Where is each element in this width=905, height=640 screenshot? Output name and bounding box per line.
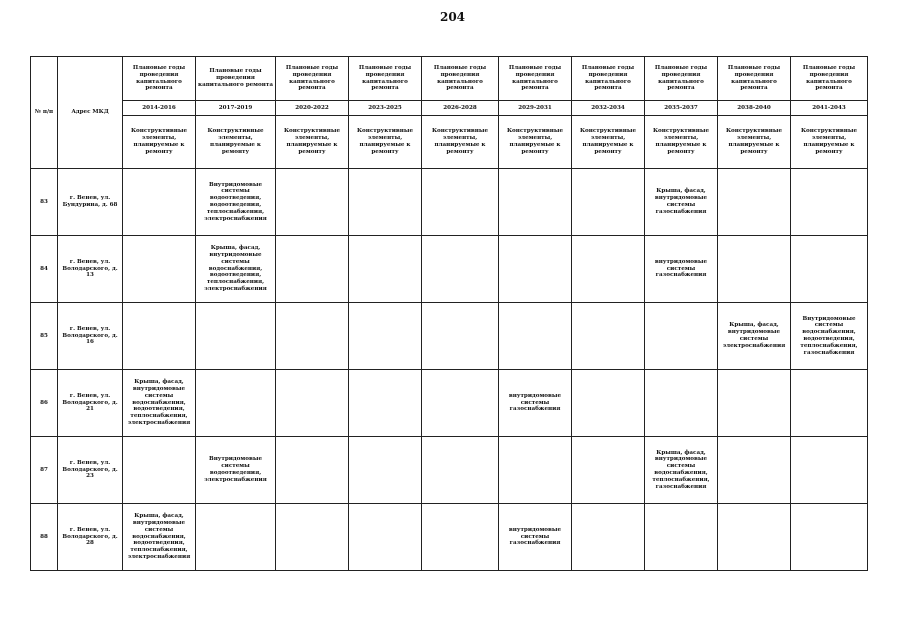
header-title-4: Плановые годы проведения капитального ремонта (422, 57, 499, 101)
table-row (31, 169, 868, 236)
row-address: г. Венев, ул. Володарского, д. 13 (58, 236, 123, 303)
header-elements-1: Конструктивные элементы, планируемые к ремонту (196, 116, 276, 169)
row-cell (645, 504, 718, 571)
header-elements-0: Конструктивные элементы, планируемые к ремонту (123, 116, 196, 169)
header-period-0: 2014-2016 (123, 101, 196, 116)
row-cell (645, 370, 718, 437)
table-body (31, 169, 868, 571)
row-cell (572, 303, 645, 370)
row-cell (645, 303, 718, 370)
row-cell: внутридомовые системы газоснабжения (499, 504, 572, 571)
header-title-7: Плановые годы проведения капитального ремонта (645, 57, 718, 101)
header-title-6: Плановые годы проведения капитального ремонта (572, 57, 645, 101)
header-elements-3: Конструктивные элементы, планируемые к ремонту (349, 116, 422, 169)
page-number: 204 (439, 10, 466, 24)
header-title-0: Плановые годы проведения капитального ремонта (123, 57, 196, 101)
row-cell (499, 169, 572, 236)
row-cell (718, 504, 791, 571)
row-cell: Внутридомовые системы водоотведения, водоотведения, теплоснабжения, электроснабжения (196, 169, 276, 236)
row-cell (572, 437, 645, 504)
table-row (31, 437, 868, 504)
header-title-3: Плановые годы проведения капитального ремонта (349, 57, 422, 101)
row-cell: Крыша, фасад, внутридомовые системы электроснабжения (718, 303, 791, 370)
header-elements-4: Конструктивные элементы, планируемые к ремонту (422, 116, 499, 169)
header-elements-6: Конструктивные элементы, планируемые к ремонту (572, 116, 645, 169)
header-period-5: 2029-2031 (499, 101, 572, 116)
row-cell (718, 437, 791, 504)
row-cell (349, 504, 422, 571)
header-period-9: 2041-2043 (791, 101, 868, 116)
header-elements-9: Конструктивные элементы, планируемые к ремонту (791, 116, 868, 169)
row-cell (499, 437, 572, 504)
row-cell (123, 169, 196, 236)
row-cell: внутридомовые системы газоснабжения (645, 236, 718, 303)
row-cell: Крыша, фасад, внутридомовые системы газоснабжения (645, 169, 718, 236)
row-cell (196, 504, 276, 571)
header-elements-2: Конструктивные элементы, планируемые к ремонту (276, 116, 349, 169)
header-title-5: Плановые годы проведения капитального ремонта (499, 57, 572, 101)
header-title-9: Плановые годы проведения капитального ремонта (791, 57, 868, 101)
row-cell: Внутридомовые системы водоснабжения, водоотведения, теплоснабжения, газоснабжения (791, 303, 868, 370)
row-address: г. Венев, ул. Володарского, д. 21 (58, 370, 123, 437)
row-cell (718, 169, 791, 236)
header-address: Адрес МКД (58, 57, 123, 169)
header-period-1: 2017-2019 (196, 101, 276, 116)
table-row (31, 303, 868, 370)
row-cell (196, 303, 276, 370)
header-elements-5: Конструктивные элементы, планируемые к ремонту (499, 116, 572, 169)
header-period-2: 2020-2022 (276, 101, 349, 116)
row-cell: Внутридомовые системы водоотведения, электроснабжения (196, 437, 276, 504)
row-cell (349, 437, 422, 504)
row-cell (718, 236, 791, 303)
row-cell (349, 169, 422, 236)
capital-repair-table (30, 56, 868, 571)
row-cell (349, 303, 422, 370)
row-cell (276, 169, 349, 236)
row-cell (499, 236, 572, 303)
row-cell (196, 370, 276, 437)
header-num: № п/п (31, 57, 58, 169)
row-cell: Крыша, фасад, внутридомовые системы водоснабжения, теплоснабжения, газоснабжения (645, 437, 718, 504)
row-cell (791, 370, 868, 437)
row-cell (791, 504, 868, 571)
row-address: г. Венев, ул. Бундурина, д. 68 (58, 169, 123, 236)
row-cell (349, 370, 422, 437)
row-cell (422, 370, 499, 437)
row-cell (422, 437, 499, 504)
row-cell (572, 504, 645, 571)
row-cell (422, 169, 499, 236)
row-number: 86 (31, 370, 58, 437)
row-number: 87 (31, 437, 58, 504)
row-cell (123, 437, 196, 504)
row-cell: Крыша, фасад, внутридомовые системы водоснабжения, водоотведения, теплоснабжения, электроснабжения (123, 370, 196, 437)
row-cell: Крыша, фасад, внутридомовые системы водоснабжения, водоотведения, теплоснабжения, электроснабжения (123, 504, 196, 571)
row-address: г. Венев, ул. Володарского, д. 16 (58, 303, 123, 370)
row-cell (422, 236, 499, 303)
row-cell (718, 370, 791, 437)
row-cell (499, 303, 572, 370)
row-cell (276, 504, 349, 571)
row-cell (422, 303, 499, 370)
header-period-4: 2026-2028 (422, 101, 499, 116)
header-period-8: 2038-2040 (718, 101, 791, 116)
header-title-8: Плановые годы проведения капитального ремонта (718, 57, 791, 101)
table-row (31, 370, 868, 437)
row-cell (422, 504, 499, 571)
row-cell (349, 236, 422, 303)
row-cell (123, 236, 196, 303)
row-cell (791, 236, 868, 303)
header-period-6: 2032-2034 (572, 101, 645, 116)
row-cell (276, 303, 349, 370)
table-row (31, 504, 868, 571)
row-number: 85 (31, 303, 58, 370)
table-header (31, 57, 868, 169)
row-cell (572, 370, 645, 437)
header-period-3: 2023-2025 (349, 101, 422, 116)
header-elements-7: Конструктивные элементы, планируемые к ремонту (645, 116, 718, 169)
row-cell: Крыша, фасад, внутридомовые системы водоснабжения, водоотведения, теплоснабжения, электроснабжения (196, 236, 276, 303)
header-title-2: Плановые годы проведения капитального ремонта (276, 57, 349, 101)
row-cell (276, 236, 349, 303)
row-number: 84 (31, 236, 58, 303)
row-cell: внутридомовые системы газоснабжения (499, 370, 572, 437)
row-address: г. Венев, ул. Володарского, д. 23 (58, 437, 123, 504)
row-cell (276, 370, 349, 437)
header-title-1: Плановые годы проведения капитального ремонта (196, 57, 276, 101)
row-cell (123, 303, 196, 370)
row-cell (276, 437, 349, 504)
row-cell (572, 236, 645, 303)
table-row (31, 236, 868, 303)
row-address: г. Венев, ул. Володарского, д. 28 (58, 504, 123, 571)
header-elements-8: Конструктивные элементы, планируемые к ремонту (718, 116, 791, 169)
row-cell (572, 169, 645, 236)
header-period-7: 2035-2037 (645, 101, 718, 116)
row-cell (791, 169, 868, 236)
row-number: 88 (31, 504, 58, 571)
row-number: 83 (31, 169, 58, 236)
row-cell (791, 437, 868, 504)
